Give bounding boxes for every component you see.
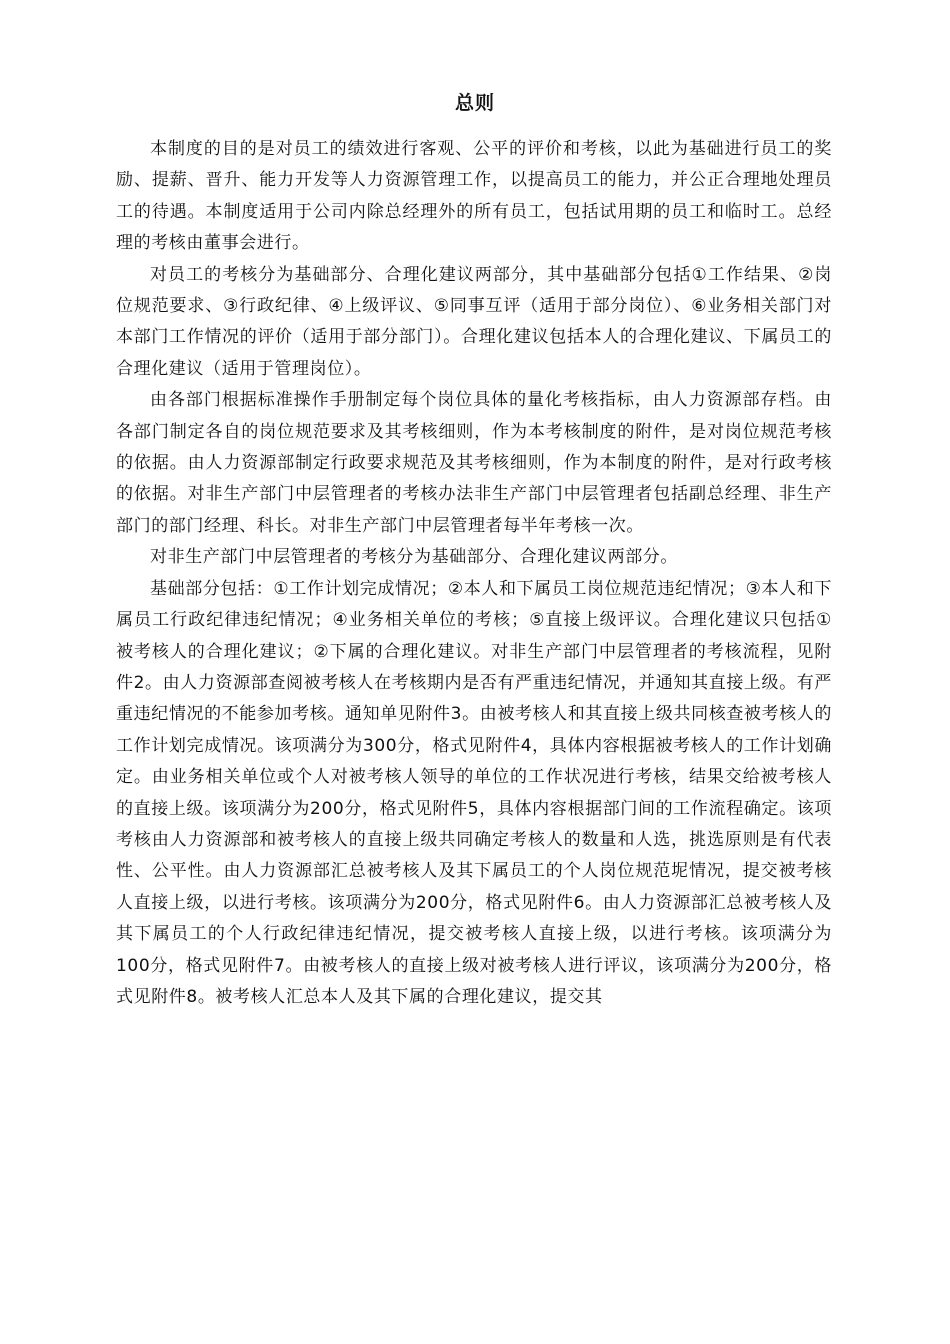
document-title: 总则 [454, 92, 495, 114]
paragraph-purpose-scope: 本制度的目的是对员工的绩效进行客观、公平的评价和考核，以此为基础进行员工的奖励、提薪、晋升、能力开发等人力资源管理工作，以提高员工的能力，并公正合理地处理员工的待遇。本制度适用于公司内除总经理外的所有员工，包括试用期的员工和临时工。总经理的考核由董事会进行。 [116, 139, 832, 254]
document-body [116, 134, 832, 1013]
paragraph-assessment-components: 对员工的考核分为基础部分、合理化建议两部分，其中基础部分包括①工作结果、②岗位规范要求、③行政纪律、④上级评议、⑤同事互评（适用于部分岗位）、⑥业务相关部门对本部门工作情况的评价（适用于部分部门）。合理化建议包括本人的合理化建议、下属员工的合理化建议（适用于管理岗位）。 [116, 264, 832, 379]
paragraph-basic-part-details: 基础部分包括：①工作计划完成情况；②本人和下属员工岗位规范违纪情况；③本人和下属员工行政纪律违纪情况；④业务相关单位的考核；⑤直接上级评议。合理化建议只包括①被考核人的合理化建议；②下属的合理化建议。对非生产部门中层管理者的考核流程，见附件2。由人力资源部查阅被考核人在考核期内是否有严重违纪情况，并通知其直接上级。有严重违纪情况的不能参加考核。通知单见附件3。由被考核人和其直接上级共同核查被考核人的工作计划完成情况。该项满分为300分，格式见附件4，具体内容根据被考核人的工作计划确定。由业务相关单位或个人对被考核人领导的单位的工作状况进行考核，结果交给被考核人的直接上级。该项满分为200分，格式见附件5，具体内容根据部门间的工作流程确定。该项考核由人力资源部和被考核人的直接上级共同确定考核人的数量和人选，挑选原则是有代表性、公平性。由人力资源部汇总被考核人及其下属员工的个人岗位规范坭情况，提交被考核人直接上级，以进行考核。该项满分为200分，格式见附件6。由人力资源部汇总被考核人及其下属员工的个人行政纪律违纪情况，提交被考核人直接上级，以进行考核。该项满分为100分，格式见附件7。由被考核人的直接上级对被考核人进行评议，该项满分为200分，格式见附件8。被考核人汇总本人及其下属的合理化建议，提交其 [116, 578, 832, 1007]
paragraph-indicators-criteria: 由各部门根据标准操作手册制定每个岗位具体的量化考核指标，由人力资源部存档。由各部门制定各自的岗位规范要求及其考核细则，作为本考核制度的附件，是对岗位规范考核的依据。由人力资源部制定行政要求规范及其考核细则，作为本制度的附件，是对行政考核的依据。对非生产部门中层管理者的考核办法非生产部门中层管理者包括副总经理、非生产部门的部门经理、科长。对非生产部门中层管理者每半年考核一次。 [116, 390, 832, 536]
paragraph-middle-manager-parts: 对非生产部门中层管理者的考核分为基础部分、合理化建议两部分。 [150, 547, 678, 568]
